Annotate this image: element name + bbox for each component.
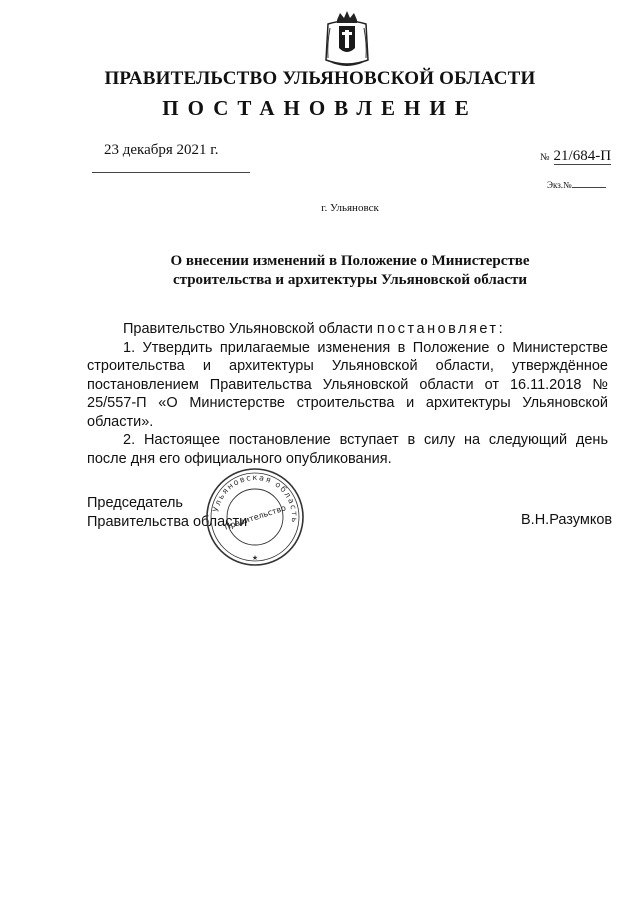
seal-center-text: Правительство bbox=[223, 503, 287, 532]
official-seal-icon bbox=[204, 466, 306, 568]
government-title: ПРАВИТЕЛЬСТВО УЛЬЯНОВСКОЙ ОБЛАСТИ bbox=[104, 68, 536, 89]
signatory-name: В.Н.Разумков bbox=[521, 512, 613, 528]
number-value: 21/684-П bbox=[553, 148, 612, 164]
item-1-paragraph: 1. Утвердить прилагаемые изменения в Положение о Министерстве строительства и архитектуры Ульяновской области, утверждённое постановлением Правительства Ульяновской области от 16.11.2018 № 25/557-П «О Министерстве строительства и архитектуры Ульяновской области». bbox=[87, 339, 608, 430]
city: г. Ульяновск bbox=[321, 202, 379, 214]
subject-line-2: строительства и архитектуры Ульяновской области bbox=[172, 272, 527, 288]
copy-label: Экз.№ bbox=[547, 180, 572, 190]
document-date: 23 декабря 2021 г. bbox=[104, 142, 219, 158]
coat-of-arms-icon bbox=[322, 8, 372, 70]
seal-ring-text: Ульяновская область bbox=[211, 472, 300, 525]
date-underline bbox=[92, 172, 250, 173]
number-sign: № bbox=[540, 152, 550, 163]
document-type: ПОСТАНОВЛЕНИЕ bbox=[162, 96, 478, 120]
svg-text:★: ★ bbox=[251, 554, 259, 562]
document-body bbox=[87, 320, 608, 468]
item-2-paragraph: 2. Настоящее постановление вступает в силу на следующий день после дня его официального опубликования. bbox=[87, 432, 608, 467]
signatory-role-line-1: Председатель bbox=[87, 495, 183, 511]
document-number bbox=[540, 148, 611, 165]
signatory-role-line-2: Правительства области bbox=[87, 513, 248, 530]
document-subject bbox=[150, 252, 550, 290]
intro-prefix: Правительство Ульяновской области bbox=[123, 321, 373, 337]
copy-blank-line bbox=[572, 187, 606, 188]
subject-line-1: О внесении изменений в Положение о Министерстве bbox=[170, 253, 530, 269]
copy-number bbox=[547, 180, 606, 190]
intro-verb: постановляет: bbox=[376, 321, 506, 337]
intro-paragraph bbox=[87, 320, 608, 339]
